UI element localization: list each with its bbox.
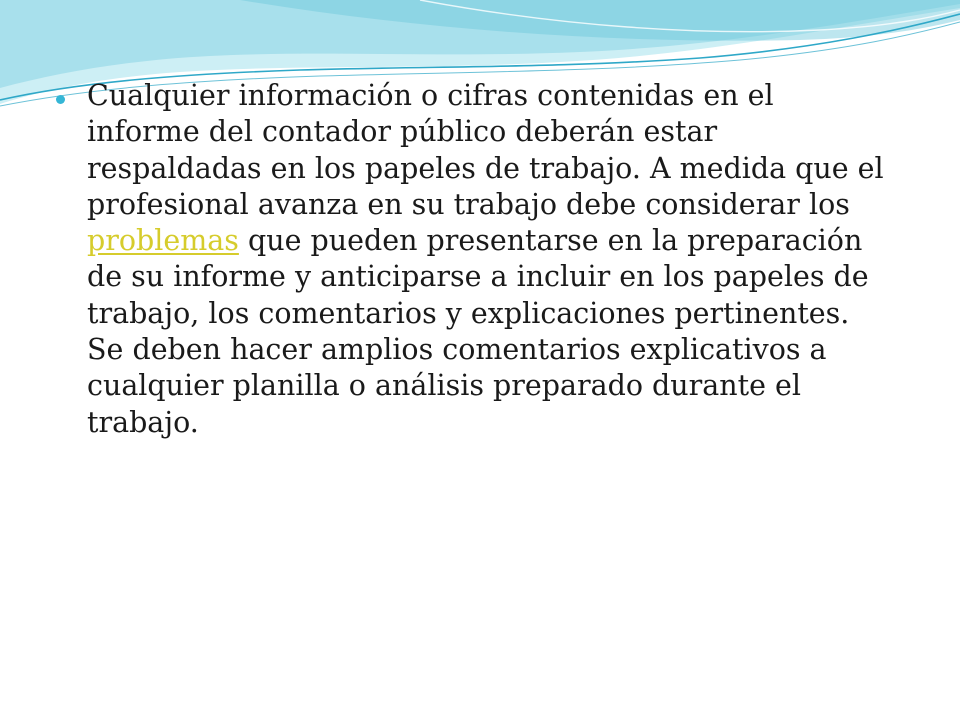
- paragraph-after-link: que pueden presentarse en la preparación de su informe y anticiparse a incluir en los papeles de trabajo, los comentarios y explicaciones pertinentes. Se deben hacer amplios comentarios explicativos a cualquier planilla o análisis preparado durante el trabajo.: [87, 224, 869, 439]
- bullet-dot-icon: [56, 95, 65, 104]
- paragraph-before-link: Cualquier información o cifras contenidas en el informe del contador público deberán estar respaldadas en los papeles de trabajo. A medida que el profesional avanza en su trabajo debe considerar los: [87, 79, 884, 221]
- bullet-item: [56, 78, 916, 441]
- slide-body: [56, 78, 916, 441]
- problemas-link[interactable]: problemas: [87, 224, 239, 258]
- bullet-text: [87, 78, 887, 441]
